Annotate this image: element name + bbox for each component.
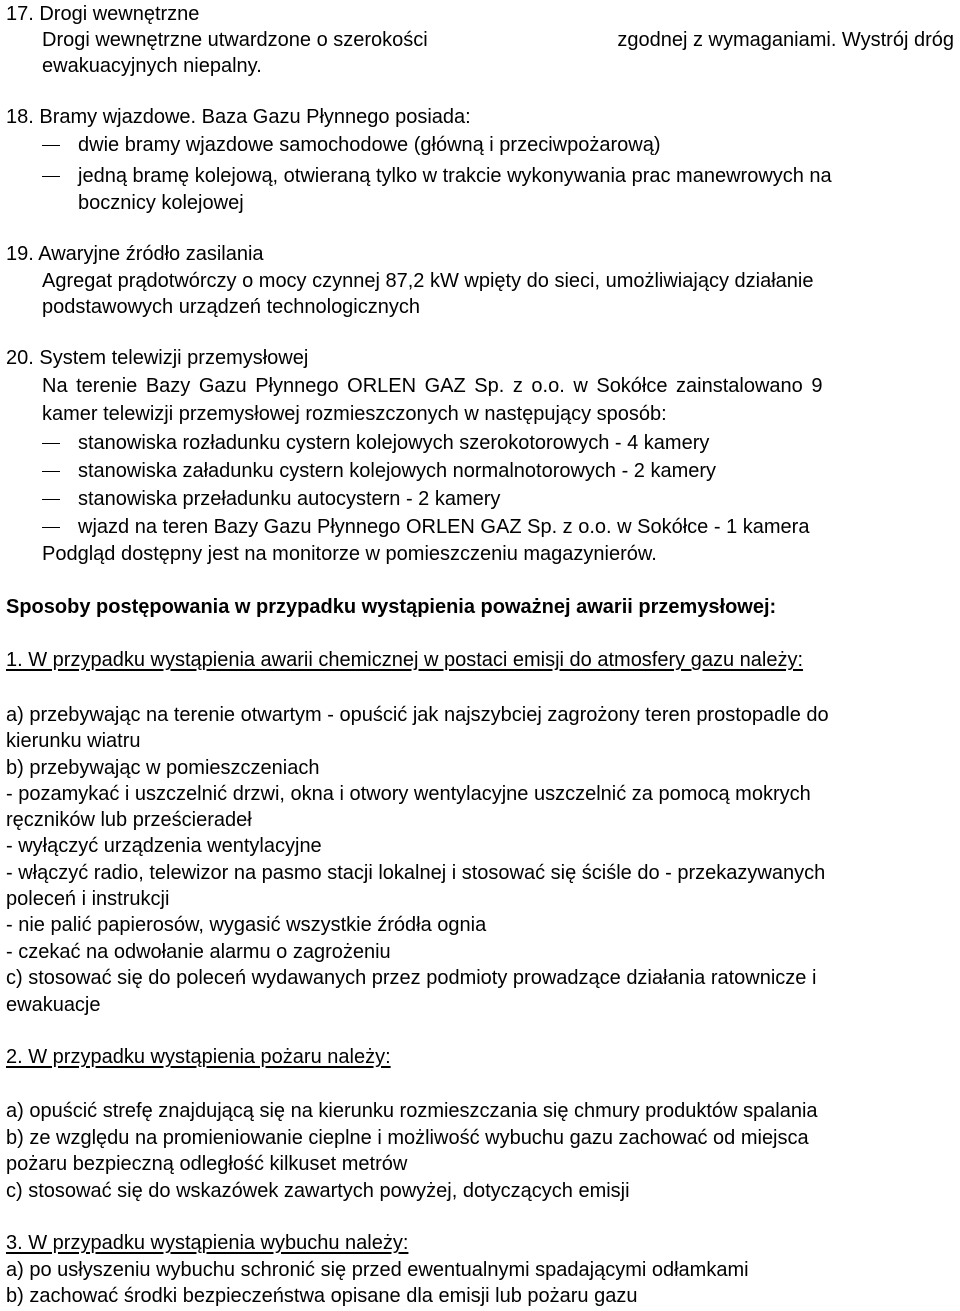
procedure-2-line: b) ze względu na promieniowanie cieplne i możliwość wybuchu gazu zachować od miejsca: [6, 1127, 809, 1149]
procedure-1-line: - włączyć radio, telewizor na pasmo stacji lokalnej i stosować się ściśle do - przekazywanych: [6, 862, 826, 884]
procedure-1-heading: 1. W przypadku wystąpienia awarii chemicznej w postaci emisji do atmosfery gazu należy:: [6, 649, 804, 671]
procedure-3-line: b) zachować środki bezpieczeństwa opisane dla emisji lub pożaru gazu: [6, 1285, 638, 1307]
procedure-1-line: b) przebywając w pomieszczeniach: [6, 757, 320, 779]
section-18-item-cont: bocznicy kolejowej: [78, 192, 244, 214]
procedure-1-line: - nie palić papierosów, wygasić wszystkie źródła ognia: [6, 914, 487, 936]
procedure-2-line: pożaru bezpieczną odległość kilkuset metrów: [6, 1153, 408, 1175]
section-18-item: dwie bramy wjazdowe samochodowe (główną i przeciwpożarową): [78, 134, 661, 156]
section-20-item: stanowiska przeładunku autocystern - 2 kamery: [78, 488, 501, 510]
section-17-line-1: [42, 27, 954, 53]
procedure-2-line: a) opuścić strefę znajdującą się na kierunku rozmieszczania się chmury produktów spalania: [6, 1100, 818, 1122]
section-17-line-1a: Drogi wewnętrzne utwardzone o szerokości: [42, 29, 428, 51]
section-18-heading: 18. Bramy wjazdowe. Baza Gazu Płynnego posiada:: [6, 106, 471, 128]
section-20-item: stanowiska załadunku cystern kolejowych normalnotorowych - 2 kamery: [78, 460, 717, 482]
procedure-1-line: poleceń i instrukcji: [6, 888, 170, 910]
section-20-line-2: kamer telewizji przemysłowej rozmieszczonych w następujący sposób:: [42, 403, 667, 425]
procedure-1-line: - wyłączyć urządzenia wentylacyjne: [6, 835, 322, 857]
section-20-line-1: Na terenie Bazy Gazu Płynnego ORLEN GAZ Sp. z o.o. w Sokółce zainstalowano 9: [42, 375, 823, 397]
section-17-line-2: ewakuacyjnych niepalny.: [42, 55, 262, 77]
bullet-dash: [42, 176, 60, 177]
bullet-dash: [42, 443, 60, 444]
procedures-title: Sposoby postępowania w przypadku wystąpienia poważnej awarii przemysłowej:: [6, 596, 777, 618]
procedure-1-line: - pozamykać i uszczelnić drzwi, okna i otwory wentylacyjne uszczelnić za pomocą mokrych: [6, 783, 811, 805]
section-20-item: stanowiska rozładunku cystern kolejowych szerokotorowych - 4 kamery: [78, 432, 710, 454]
procedure-1-line: ręczników lub prześcieradeł: [6, 809, 252, 831]
bullet-dash: [42, 527, 60, 528]
procedure-1-line: - czekać na odwołanie alarmu o zagrożeniu: [6, 941, 391, 963]
procedure-3-line: a) po usłyszeniu wybuchu schronić się przed ewentualnymi spadającymi odłamkami: [6, 1259, 749, 1281]
section-19-heading: 19. Awaryjne źródło zasilania: [6, 243, 264, 265]
section-17-line-1b: zgodnej z wymaganiami. Wystrój dróg: [617, 29, 954, 51]
bullet-dash: [42, 145, 60, 146]
section-20-heading: 20. System telewizji przemysłowej: [6, 347, 309, 369]
section-17-heading: 17. Drogi wewnętrzne: [6, 3, 200, 25]
procedure-2-line: c) stosować się do wskazówek zawartych powyżej, dotyczących emisji: [6, 1180, 630, 1202]
section-20-footer: Podgląd dostępny jest na monitorze w pomieszczeniu magazynierów.: [42, 543, 657, 565]
section-19-line-1: Agregat prądotwórczy o mocy czynnej 87,2 kW wpięty do sieci, umożliwiający działanie: [42, 270, 814, 292]
procedure-1-line: a) przebywając na terenie otwartym - opuścić jak najszybciej zagrożony teren prostopadle do: [6, 704, 829, 726]
section-20-item: wjazd na teren Bazy Gazu Płynnego ORLEN GAZ Sp. z o.o. w Sokółce - 1 kamera: [78, 516, 810, 538]
section-18-item: jedną bramę kolejową, otwieraną tylko w trakcie wykonywania prac manewrowych na: [78, 165, 832, 187]
bullet-dash: [42, 471, 60, 472]
procedure-1-line: ewakuacje: [6, 994, 101, 1016]
section-19-line-2: podstawowych urządzeń technologicznych: [42, 296, 420, 318]
procedure-2-heading: 2. W przypadku wystąpienia pożaru należy:: [6, 1046, 391, 1068]
procedure-1-line: kierunku wiatru: [6, 730, 141, 752]
bullet-dash: [42, 499, 60, 500]
procedure-1-line: c) stosować się do poleceń wydawanych przez podmioty prowadzące działania ratownicze i: [6, 967, 817, 989]
procedure-3-heading: 3. W przypadku wystąpienia wybuchu należy:: [6, 1232, 409, 1254]
